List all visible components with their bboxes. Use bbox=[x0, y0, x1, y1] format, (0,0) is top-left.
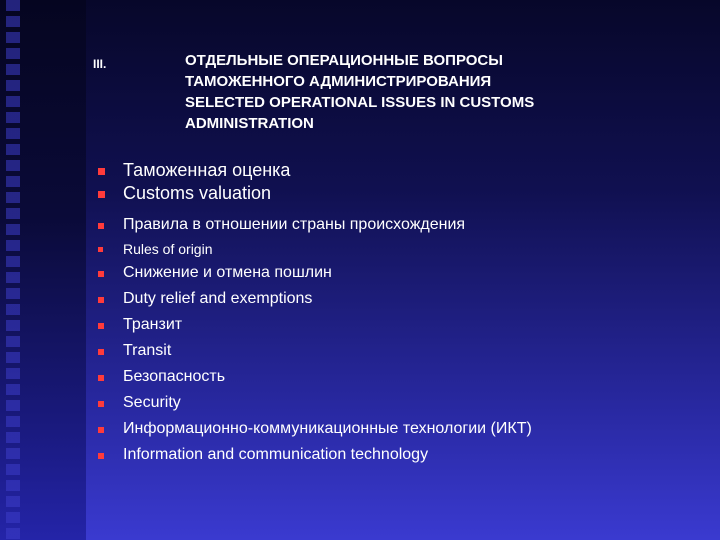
square-bullet-icon bbox=[98, 323, 104, 329]
decorative-squares bbox=[6, 0, 20, 540]
square-bullet-icon bbox=[98, 271, 104, 277]
square-bullet-icon bbox=[98, 191, 105, 198]
section-number: III. bbox=[93, 57, 107, 71]
decorative-side-strip bbox=[0, 0, 86, 540]
square-bullet-icon bbox=[98, 375, 104, 381]
square-bullet-icon bbox=[98, 349, 104, 355]
title-line: ТАМОЖЕННОГО АДМИНИСТРИРОВАНИЯ bbox=[185, 73, 492, 90]
square-bullet-icon bbox=[98, 247, 103, 252]
title-line: ОТДЕЛЬНЫЕ ОПЕРАЦИОННЫЕ ВОПРОСЫ bbox=[185, 52, 503, 69]
title-line: SELECTED OPERATIONAL ISSUES IN CUSTOMS bbox=[185, 94, 535, 111]
square-bullet-icon bbox=[98, 401, 104, 407]
square-bullet-icon bbox=[98, 223, 104, 229]
slide-title bbox=[185, 50, 705, 134]
square-bullet-icon bbox=[98, 168, 105, 175]
square-bullet-icon bbox=[98, 297, 104, 303]
title-line: ADMINISTRATION bbox=[185, 115, 314, 132]
square-bullet-icon bbox=[98, 427, 104, 433]
square-bullet-icon bbox=[98, 453, 104, 459]
